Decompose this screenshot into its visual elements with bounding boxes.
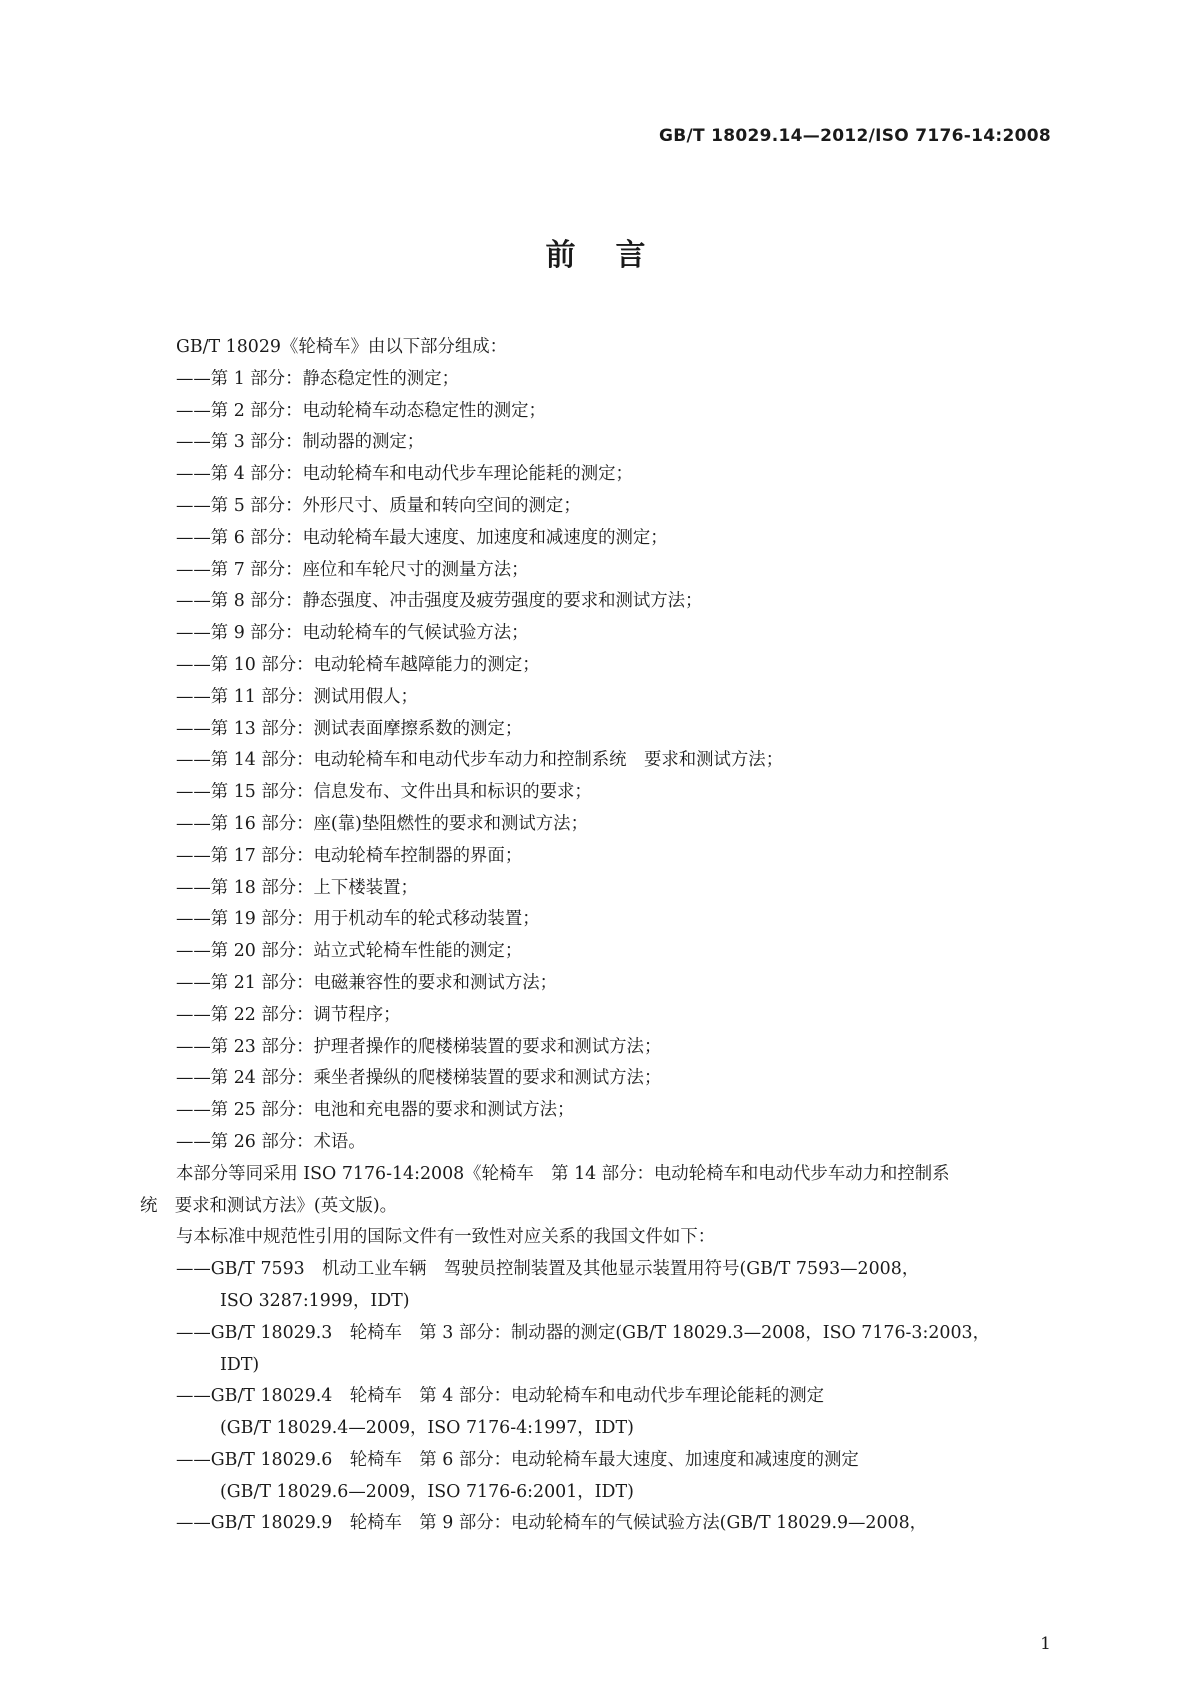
adoption-paragraph-line2: 统 要求和测试方法》(英文版)。 [140,1195,398,1216]
intro-paragraph: GB/T 18029《轮椅车》由以下部分组成： [176,337,508,357]
part-item: ——第 25 部分：电池和充电器的要求和测试方法； [176,1100,575,1121]
reference-item-line1: ——GB/T 18029.9 轮椅车 第 9 部分：电动轮椅车的气候试验方法(GB/T 18029.9—2008， [176,1513,928,1534]
reference-item-line1: ——GB/T 7593 机动工业车辆 驾驶员控制装置及其他显示装置用符号(GB/T 7593—2008， [176,1259,920,1280]
page-number: 1 [1040,1634,1051,1654]
part-item: ——第 26 部分：术语。 [176,1131,366,1152]
part-item: ——第 15 部分：信息发布、文件出具和标识的要求； [176,782,592,803]
part-item: ——第 3 部分：制动器的测定； [176,432,425,453]
part-item: ——第 23 部分：护理者操作的爬楼梯装置的要求和测试方法； [176,1036,662,1057]
reference-item-line2: (GB/T 18029.4—2009，ISO 7176-4:1997，IDT) [220,1418,634,1439]
part-item: ——第 4 部分：电动轮椅车和电动代步车理论能耗的测定； [176,464,633,485]
part-item: ——第 9 部分：电动轮椅车的气候试验方法； [176,623,529,644]
correspondence-intro: 与本标准中规范性引用的国际文件有一致性对应关系的我国文件如下： [176,1227,716,1248]
reference-item-line2: IDT) [220,1354,260,1375]
reference-item-line2: ISO 3287:1999，IDT) [220,1290,410,1311]
part-item: ——第 21 部分：电磁兼容性的要求和测试方法； [176,972,557,993]
part-item: ——第 8 部分：静态强度、冲击强度及疲劳强度的要求和测试方法； [176,591,703,612]
part-item: ——第 17 部分：电动轮椅车控制器的界面； [176,845,523,866]
reference-item-line1: ——GB/T 18029.4 轮椅车 第 4 部分：电动轮椅车和电动代步车理论能耗的测定 [176,1386,825,1407]
part-item: ——第 20 部分：站立式轮椅车性能的测定； [176,941,523,962]
part-item: ——第 7 部分：座位和车轮尺寸的测量方法； [176,559,529,580]
part-item: ——第 24 部分：乘坐者操纵的爬楼梯装置的要求和测试方法； [176,1068,662,1089]
part-item: ——第 1 部分：静态稳定性的测定； [176,368,459,389]
part-item: ——第 2 部分：电动轮椅车动态稳定性的测定； [176,400,546,421]
reference-item-line1: ——GB/T 18029.3 轮椅车 第 3 部分：制动器的测定(GB/T 18029.3—2008，ISO 7176-3:2003， [176,1322,991,1343]
adoption-paragraph-line1: 本部分等同采用 ISO 7176-14:2008《轮椅车 第 14 部分：电动轮椅车和电动代步车动力和控制系 [176,1163,950,1184]
reference-item-line2: (GB/T 18029.6—2009，ISO 7176-6:2001，IDT) [220,1481,634,1502]
document-body [140,332,1051,1540]
part-item: ——第 19 部分：用于机动车的轮式移动装置； [176,909,540,930]
part-item: ——第 5 部分：外形尺寸、质量和转向空间的测定； [176,495,581,516]
standard-number-header: GB/T 18029.14—2012/ISO 7176-14:2008 [659,126,1051,146]
part-item: ——第 22 部分：调节程序； [176,1004,401,1025]
part-item: ——第 16 部分：座(靠)垫阻燃性的要求和测试方法； [176,813,588,834]
part-item: ——第 14 部分：电动轮椅车和电动代步车动力和控制系统 要求和测试方法； [176,750,784,771]
part-item: ——第 13 部分：测试表面摩擦系数的测定； [176,718,523,739]
part-item: ——第 11 部分：测试用假人； [176,686,418,707]
part-item: ——第 6 部分：电动轮椅车最大速度、加速度和减速度的测定； [176,527,668,548]
page-title: 前言 [545,238,686,273]
reference-item-line1: ——GB/T 18029.6 轮椅车 第 6 部分：电动轮椅车最大速度、加速度和减速度的测定 [176,1449,859,1470]
part-item: ——第 18 部分：上下楼装置； [176,877,418,898]
part-item: ——第 10 部分：电动轮椅车越障能力的测定； [176,654,540,675]
